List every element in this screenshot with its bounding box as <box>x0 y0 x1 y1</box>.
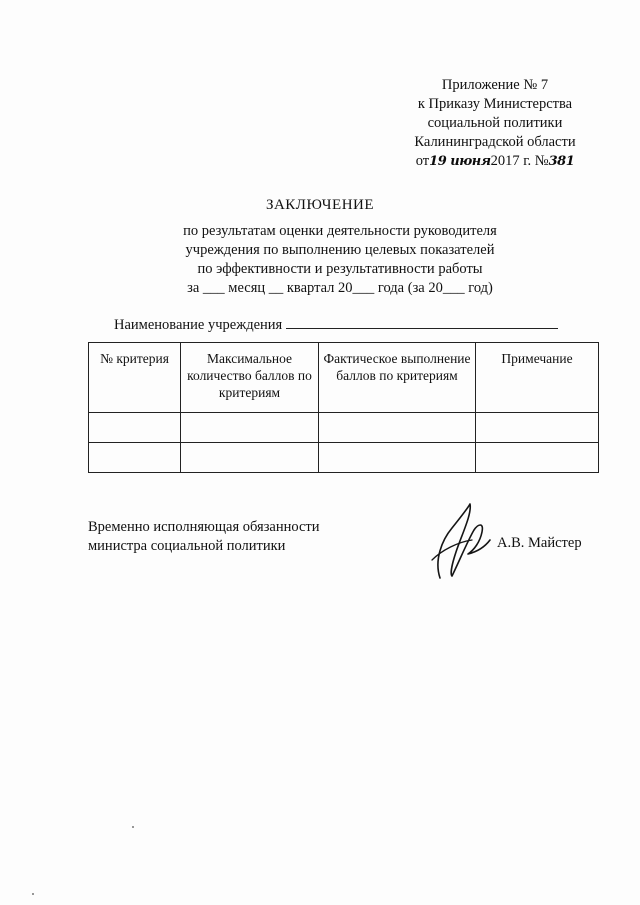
date-year: 2017 г. № <box>490 153 549 169</box>
header-note: Примечание <box>476 343 599 413</box>
table-cell <box>319 413 476 443</box>
annex-order-ref: к Приказу Министерства <box>417 96 573 112</box>
subtitle-line-2: учреждения по выполнению целевых показателей <box>185 242 495 258</box>
table-cell <box>319 443 476 473</box>
header-criterion-number: № критерия <box>89 343 181 413</box>
table-row <box>89 413 599 443</box>
institution-blank-line <box>286 314 558 329</box>
subtitle-line-1: по результатам оценки деятельности руководителя <box>183 223 497 239</box>
position-line-1: Временно исполняющая обязанности <box>88 519 320 535</box>
table-cell <box>476 443 599 473</box>
institution-label: Наименование учреждения <box>114 317 283 333</box>
scan-speck <box>32 893 34 895</box>
header-max-points: Максимальное количество баллов по критериям <box>181 343 319 413</box>
annex-block <box>400 76 590 171</box>
table-cell <box>89 413 181 443</box>
institution-row <box>114 314 558 334</box>
date-prefix: от <box>415 153 430 169</box>
header-actual-points: Фактическое выполнение баллов по критериям <box>319 343 476 413</box>
scan-speck <box>132 826 134 828</box>
table-cell <box>181 413 319 443</box>
signatory-position <box>88 518 320 556</box>
table-cell <box>476 413 599 443</box>
handwritten-order-number: 381 <box>548 154 575 169</box>
annex-number: Приложение № 7 <box>441 77 549 93</box>
document-title: ЗАКЛЮЧЕНИЕ <box>265 197 375 213</box>
criteria-table <box>88 342 599 473</box>
table-cell <box>181 443 319 473</box>
annex-date-line <box>400 152 590 171</box>
subtitle-line-3: по эффективности и результативности работы <box>197 261 483 277</box>
signatory-name: А.В. Майстер <box>497 535 582 551</box>
handwritten-date: 19 июня <box>429 154 491 169</box>
annex-region: Калининградской области <box>414 134 576 150</box>
table-header-row <box>89 343 599 413</box>
document-subtitle <box>140 222 540 298</box>
table-cell <box>89 443 181 473</box>
position-line-2: министра социальной политики <box>88 538 286 554</box>
table-row <box>89 443 599 473</box>
subtitle-line-4: за ___ месяц __ квартал 20___ года (за 20___ год) <box>187 280 493 296</box>
handwritten-signature <box>412 500 502 582</box>
annex-ministry: социальной политики <box>427 115 563 131</box>
